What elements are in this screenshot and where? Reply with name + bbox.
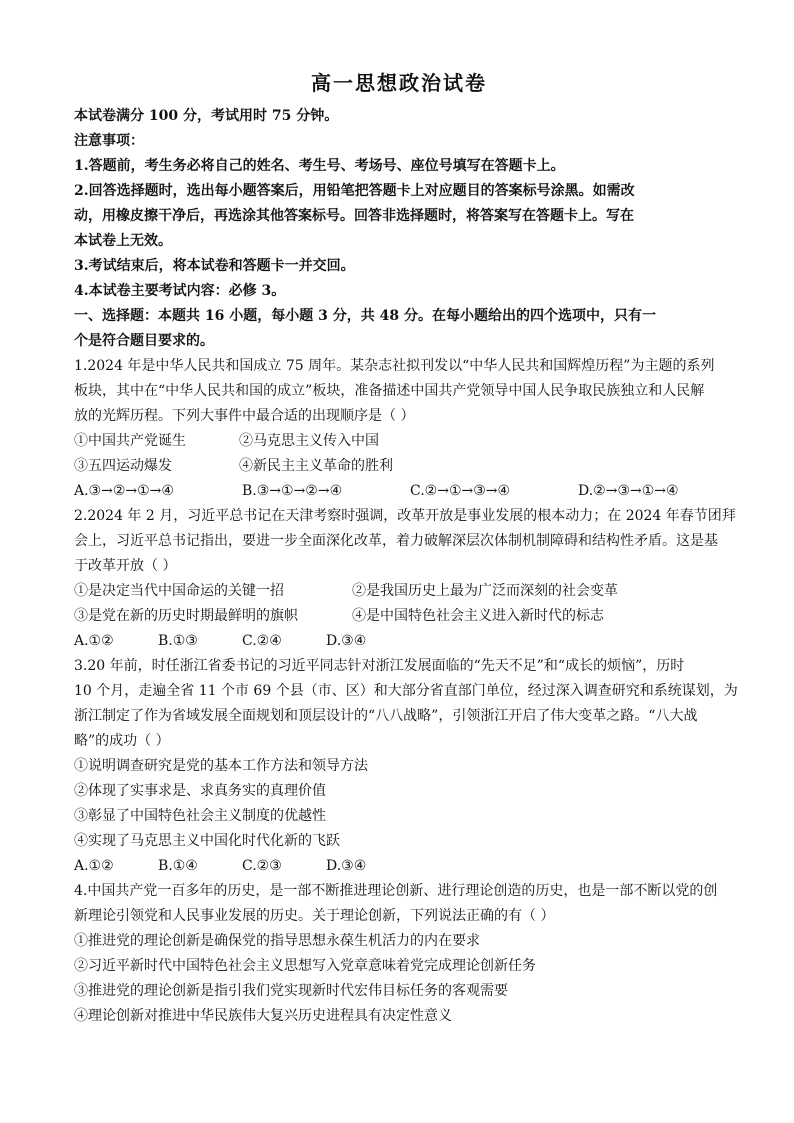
notice-3: 3.考试结束后，将本试卷和答题卡一并交回。 [74, 258, 355, 274]
q3-stem-line2: 10 个月，走遍全省 11 个市 69 个县（市、区）和大部分省直部门单位，经过深入调查研究和系统谋划，为 [74, 683, 738, 699]
q4-item-3: ③推进党的理论创新是指引我们党实现新时代宏伟目标任务的客观需要 [74, 983, 508, 999]
q1-choice-c: C.②→①→③→④ [410, 483, 511, 499]
q1-choice-d: D.②→③→①→④ [578, 483, 679, 499]
q4-stem-line2: 新理论引领党和人民事业发展的历史。关于理论创新，下列说法正确的有（ ） [74, 908, 555, 924]
q1-choice-b: B.③→①→②→④ [242, 483, 343, 499]
q2-item-1: ①是决定当代中国命运的关键一招 [74, 583, 284, 599]
q2-stem-line1: 2.2024 年 2 月，习近平总书记在天津考察时强调，改革开放是事业发展的根本动力；在 2024 年春节团拜 [74, 508, 736, 524]
notice-2-line1: 2.回答选择题时，选出每小题答案后，用铅笔把答题卡上对应题目的答案标号涂黑。如需改 [74, 183, 635, 199]
q1-stem-line2: 板块，其中在“中华人民共和国的成立”板块，准备描述中国共产党领导中国人民争取民族独立和人民解 [74, 383, 705, 399]
q2-stem-line3: 于改革开放（ ） [74, 558, 177, 574]
notice-2-line2: 动，用橡皮擦干净后，再选涂其他答案标号。回答非选择题时，将答案写在答题卡上。写在 [74, 208, 634, 224]
q1-items-row1 [74, 429, 724, 454]
q1-stem-line3: 放的光辉历程。下列大事件中最合适的出现顺序是（ ） [74, 408, 415, 424]
q4-stem-line1: 4.中国共产党一百多年的历史，是一部不断推进理论创新、进行理论创造的历史，也是一部不断以党的创 [74, 883, 718, 899]
q2-item-2: ②是我国历史上最为广泛而深刻的社会变革 [352, 583, 618, 599]
q1-item-3: ③五四运动爆发 [74, 458, 172, 474]
q1-choices [74, 479, 724, 504]
q2-item-3: ③是党在新的历史时期最鲜明的旗帜 [74, 608, 298, 624]
q1-item-4: ④新民主主义革命的胜利 [239, 458, 393, 474]
q1-item-2: ②马克思主义传入中国 [239, 433, 379, 449]
notice-2-line3: 本试卷上无效。 [74, 233, 172, 249]
q2-items-row2 [74, 604, 724, 629]
notice-4: 4.本试卷主要考试内容：必修 3。 [74, 283, 286, 299]
q4-item-1: ①推进党的理论创新是确保党的指导思想永葆生机活力的内在要求 [74, 933, 480, 949]
score-info: 本试卷满分 100 分，考试用时 75 分钟。 [74, 108, 339, 124]
q3-choice-d: D.③④ [326, 858, 367, 874]
section-1-heading-line2: 个是符合题目要求的。 [74, 333, 214, 349]
q3-item-1: ①说明调查研究是党的基本工作方法和领导方法 [74, 758, 368, 774]
q3-item-4: ④实现了马克思主义中国化时代化新的飞跃 [74, 833, 340, 849]
q2-stem-line2: 会上，习近平总书记指出，要进一步全面深化改革，着力破解深层次体制机制障碍和结构性矛盾。这是基 [74, 533, 718, 549]
q3-choices [74, 854, 724, 879]
q3-choice-a: A.①② [74, 858, 114, 874]
q3-stem-line3: 浙江制定了作为省域发展全面规划和顶层设计的“八八战略”，引领浙江开启了伟大变革之路。“八大战 [74, 708, 698, 724]
q2-choice-b: B.①③ [158, 633, 198, 649]
q3-item-2: ②体现了实事求是、求真务实的真理价值 [74, 783, 326, 799]
q3-choice-b: B.①④ [158, 858, 198, 874]
q2-choice-c: C.②④ [242, 633, 282, 649]
q3-stem-line1: 3.20 年前，时任浙江省委书记的习近平同志针对浙江发展面临的“先天不足”和“成长的烦恼”，历时 [74, 658, 685, 674]
notice-title: 注意事项： [74, 133, 144, 149]
q1-choice-a: A.③→②→①→④ [74, 483, 174, 499]
notice-1: 1.答题前，考生务必将自己的姓名、考生号、考场号、座位号填写在答题卡上。 [74, 158, 565, 174]
q3-item-3: ③彰显了中国特色社会主义制度的优越性 [74, 808, 326, 824]
q1-stem-line1: 1.2024 年是中华人民共和国成立 75 周年。某杂志社拟刊发以“中华人民共和国辉煌历程”为主题的系列 [74, 358, 715, 374]
q2-item-4: ④是中国特色社会主义进入新时代的标志 [352, 608, 604, 624]
q2-items-row1 [74, 579, 724, 604]
section-1-heading-line1: 一、选择题：本题共 16 小题，每小题 3 分，共 48 分。在每小题给出的四个选项中，只有一 [74, 308, 656, 324]
q2-choice-d: D.③④ [326, 633, 367, 649]
q4-item-4: ④理论创新对推进中华民族伟大复兴历史进程具有决定性意义 [74, 1008, 452, 1024]
q2-choice-a: A.①② [74, 633, 114, 649]
q3-choice-c: C.②③ [242, 858, 282, 874]
page-title: 高一思想政治试卷 [311, 71, 487, 95]
q1-items-row2 [74, 454, 724, 479]
q3-stem-line4: 略”的成功（ ） [74, 733, 170, 749]
q4-item-2: ②习近平新时代中国特色社会主义思想写入党章意味着党完成理论创新任务 [74, 958, 536, 974]
q1-item-1: ①中国共产党诞生 [74, 433, 186, 449]
q2-choices [74, 629, 724, 654]
